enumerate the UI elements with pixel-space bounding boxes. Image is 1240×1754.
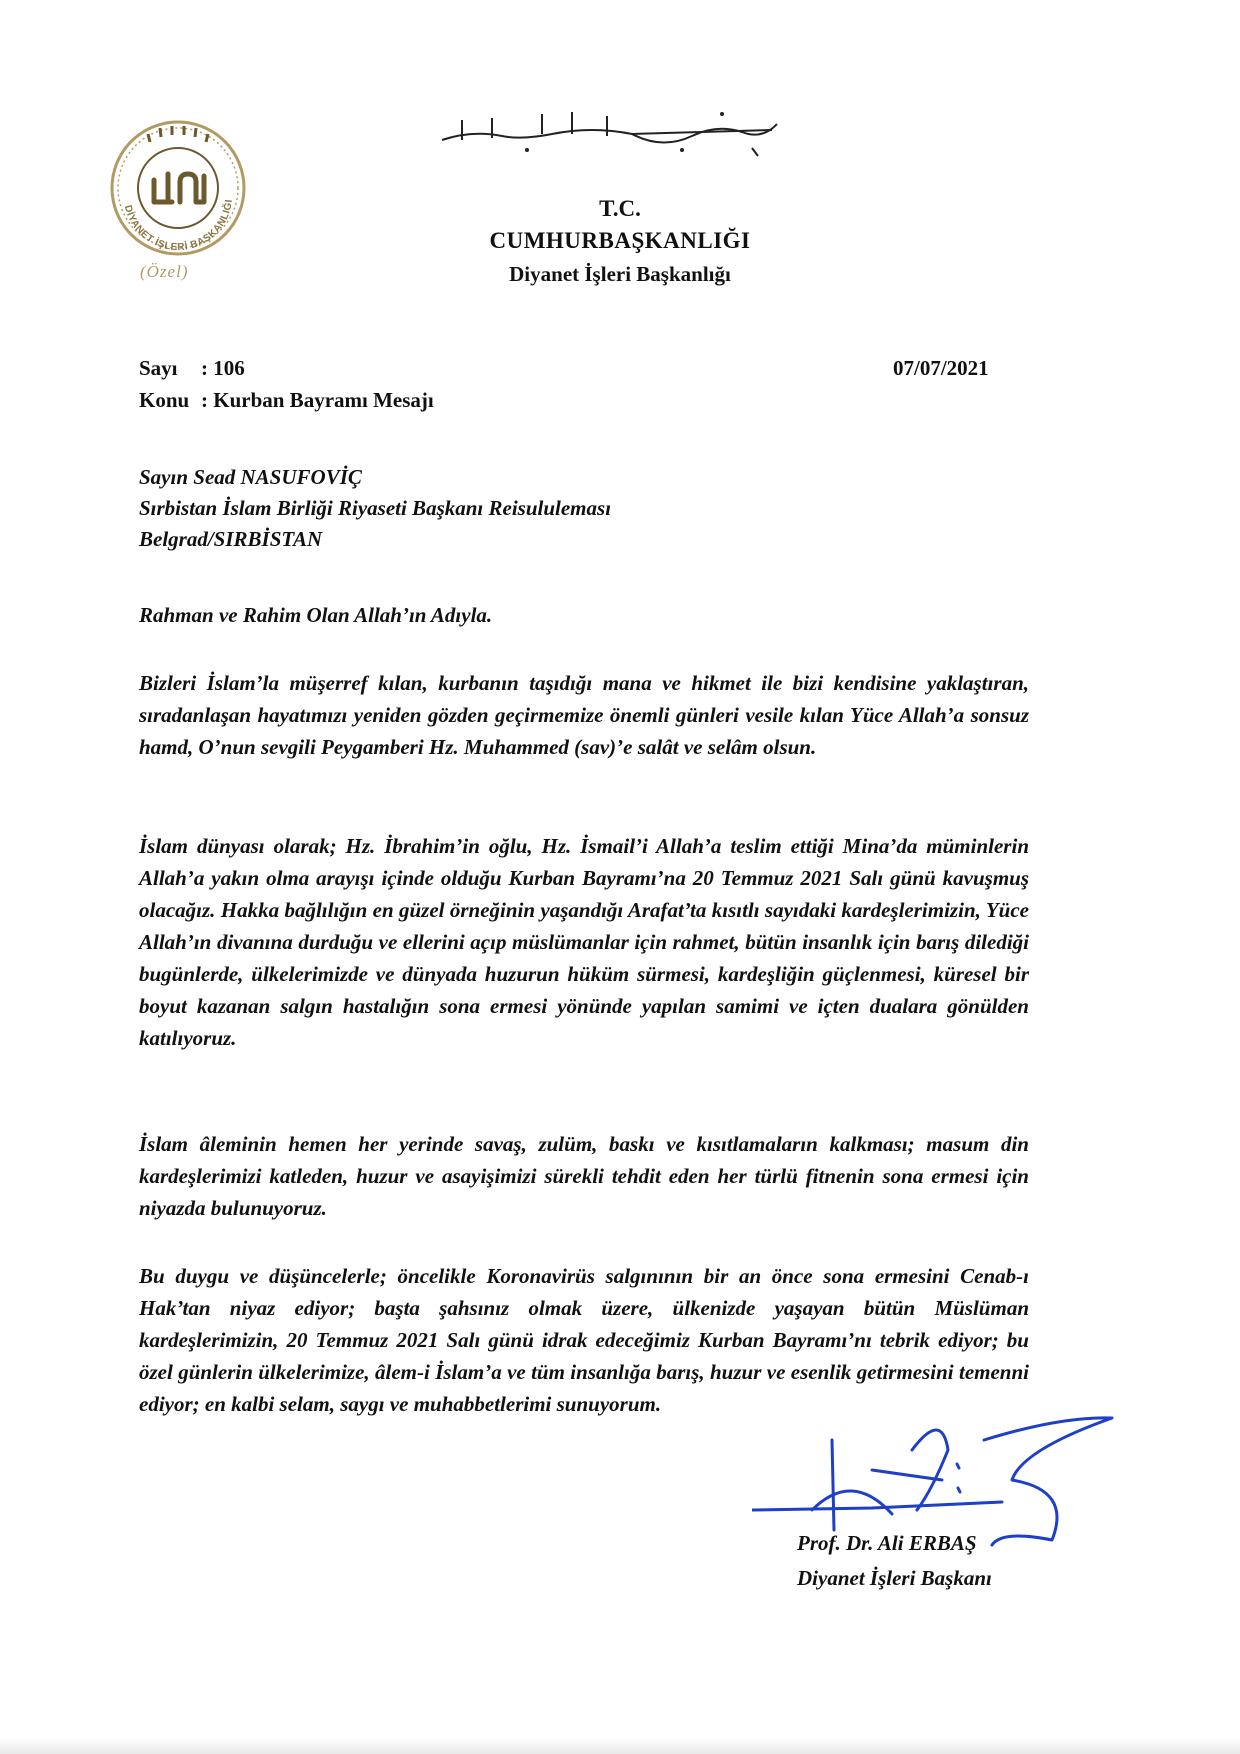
header-cumhurbaskanligi: CUMHURBAŞKANLIĞI	[489, 228, 751, 253]
header-tc: T.C.	[599, 196, 641, 221]
letter-date: 07/07/2021	[893, 356, 989, 380]
header-diyanet: Diyanet İşleri Başkanlığı	[509, 262, 731, 286]
seal-text: DİYANET İŞLERİ BAŞKANLIĞI	[121, 198, 235, 254]
seal-caption: (Özel)	[140, 262, 189, 281]
paragraph-4: Bu duygu ve düşüncelerle; öncelikle Koronavirüs salgınının bir an önce sona ermesini Cenab-ı Hak’tan niyaz ediyor; başta şahsınız olmak üzere, ülkenizde yaşayan bütün Müslüman kardeşlerimizin, 20 Temmuz 2021 Salı günü idrak edeceğimiz Kurban Bayramı’nı tebrik ediyor; bu özel günlerin ülkelerimize, âlem-i İslam’a ve tüm insanlığa barış, huzur ve esenlik getirmesini temenni ediyor; en kalbi selam, saygı ve muhabbetlerimi sunuyorum.	[139, 1264, 1029, 1416]
recipient-position: Sırbistan İslam Birliği Riyaseti Başkanı Reisululeması	[139, 496, 612, 520]
signer-name: Prof. Dr. Ali ERBAŞ	[797, 1531, 977, 1555]
konu-label: Konu	[139, 388, 190, 412]
greeting: Rahman ve Rahim Olan Allah’ın Adıyla.	[139, 603, 493, 627]
basmala-calligraphy	[432, 100, 792, 160]
scan-edge	[0, 1738, 1240, 1754]
recipient-location: Belgrad/SIRBİSTAN	[139, 527, 323, 551]
sayi-label: Sayı	[139, 356, 178, 380]
konu-value: : Kurban Bayramı Mesajı	[201, 388, 434, 412]
handwritten-signature	[752, 1410, 1132, 1550]
recipient-name: Sayın Sead NASUFOVİÇ	[139, 465, 362, 489]
paragraph-2: İslam dünyası olarak; Hz. İbrahim’in oğlu, Hz. İsmail’i Allah’a teslim ettiği Mina’da müminlerin Allah’a yakın olma arayışı içinde olduğu Kurban Bayramı’na 20 Temmuz 2021 Salı günü kavuşmuş olacağız. Hakka bağlılığın en güzel örneğinin yaşandığı Arafat’ta kısıtlı sayıdaki kardeşlerimizin, Yüce Allah’ın divanına durduğu ve ellerini açıp müslümanlar için rahmet, bütün insanlık için barış dilediği bugünlerde, ülkelerimizde ve dünyada huzurun hüküm sürmesi, kardeşliğin güçlenmesi, küresel bir boyut kazanan salgın hastalığın sona ermesi yönünde yapılan samimi ve içten dualara gönülden katılıyoruz.	[139, 834, 1029, 1050]
meta-sayi	[139, 356, 245, 381]
recipient-block	[139, 462, 611, 555]
sayi-value: : 106	[201, 356, 245, 380]
paragraph-3: İslam âleminin hemen her yerinde savaş, zulüm, baskı ve kısıtlamaların kalkması; masum din kardeşlerimizi katleden, huzur ve asayişimizi sürekli tehdit eden her türlü fitnenin sona ermesi için niyazda bulunuyoruz.	[139, 1132, 1029, 1220]
meta-konu	[139, 388, 434, 413]
paragraph-1: Bizleri İslam’la müşerref kılan, kurbanın taşıdığı mana ve hikmet ile bizi kendisine yaklaştıran, sıradanlaşan hayatımızı yeniden gözden geçirmemize önemli günleri vesile kılan Yüce Allah’a sonsuz hamd, O’nun sevgili Peygamberi Hz. Muhammed (sav)’e salât ve selâm olsun.	[139, 671, 1029, 759]
signer-title: Diyanet İşleri Başkanı	[797, 1566, 992, 1590]
